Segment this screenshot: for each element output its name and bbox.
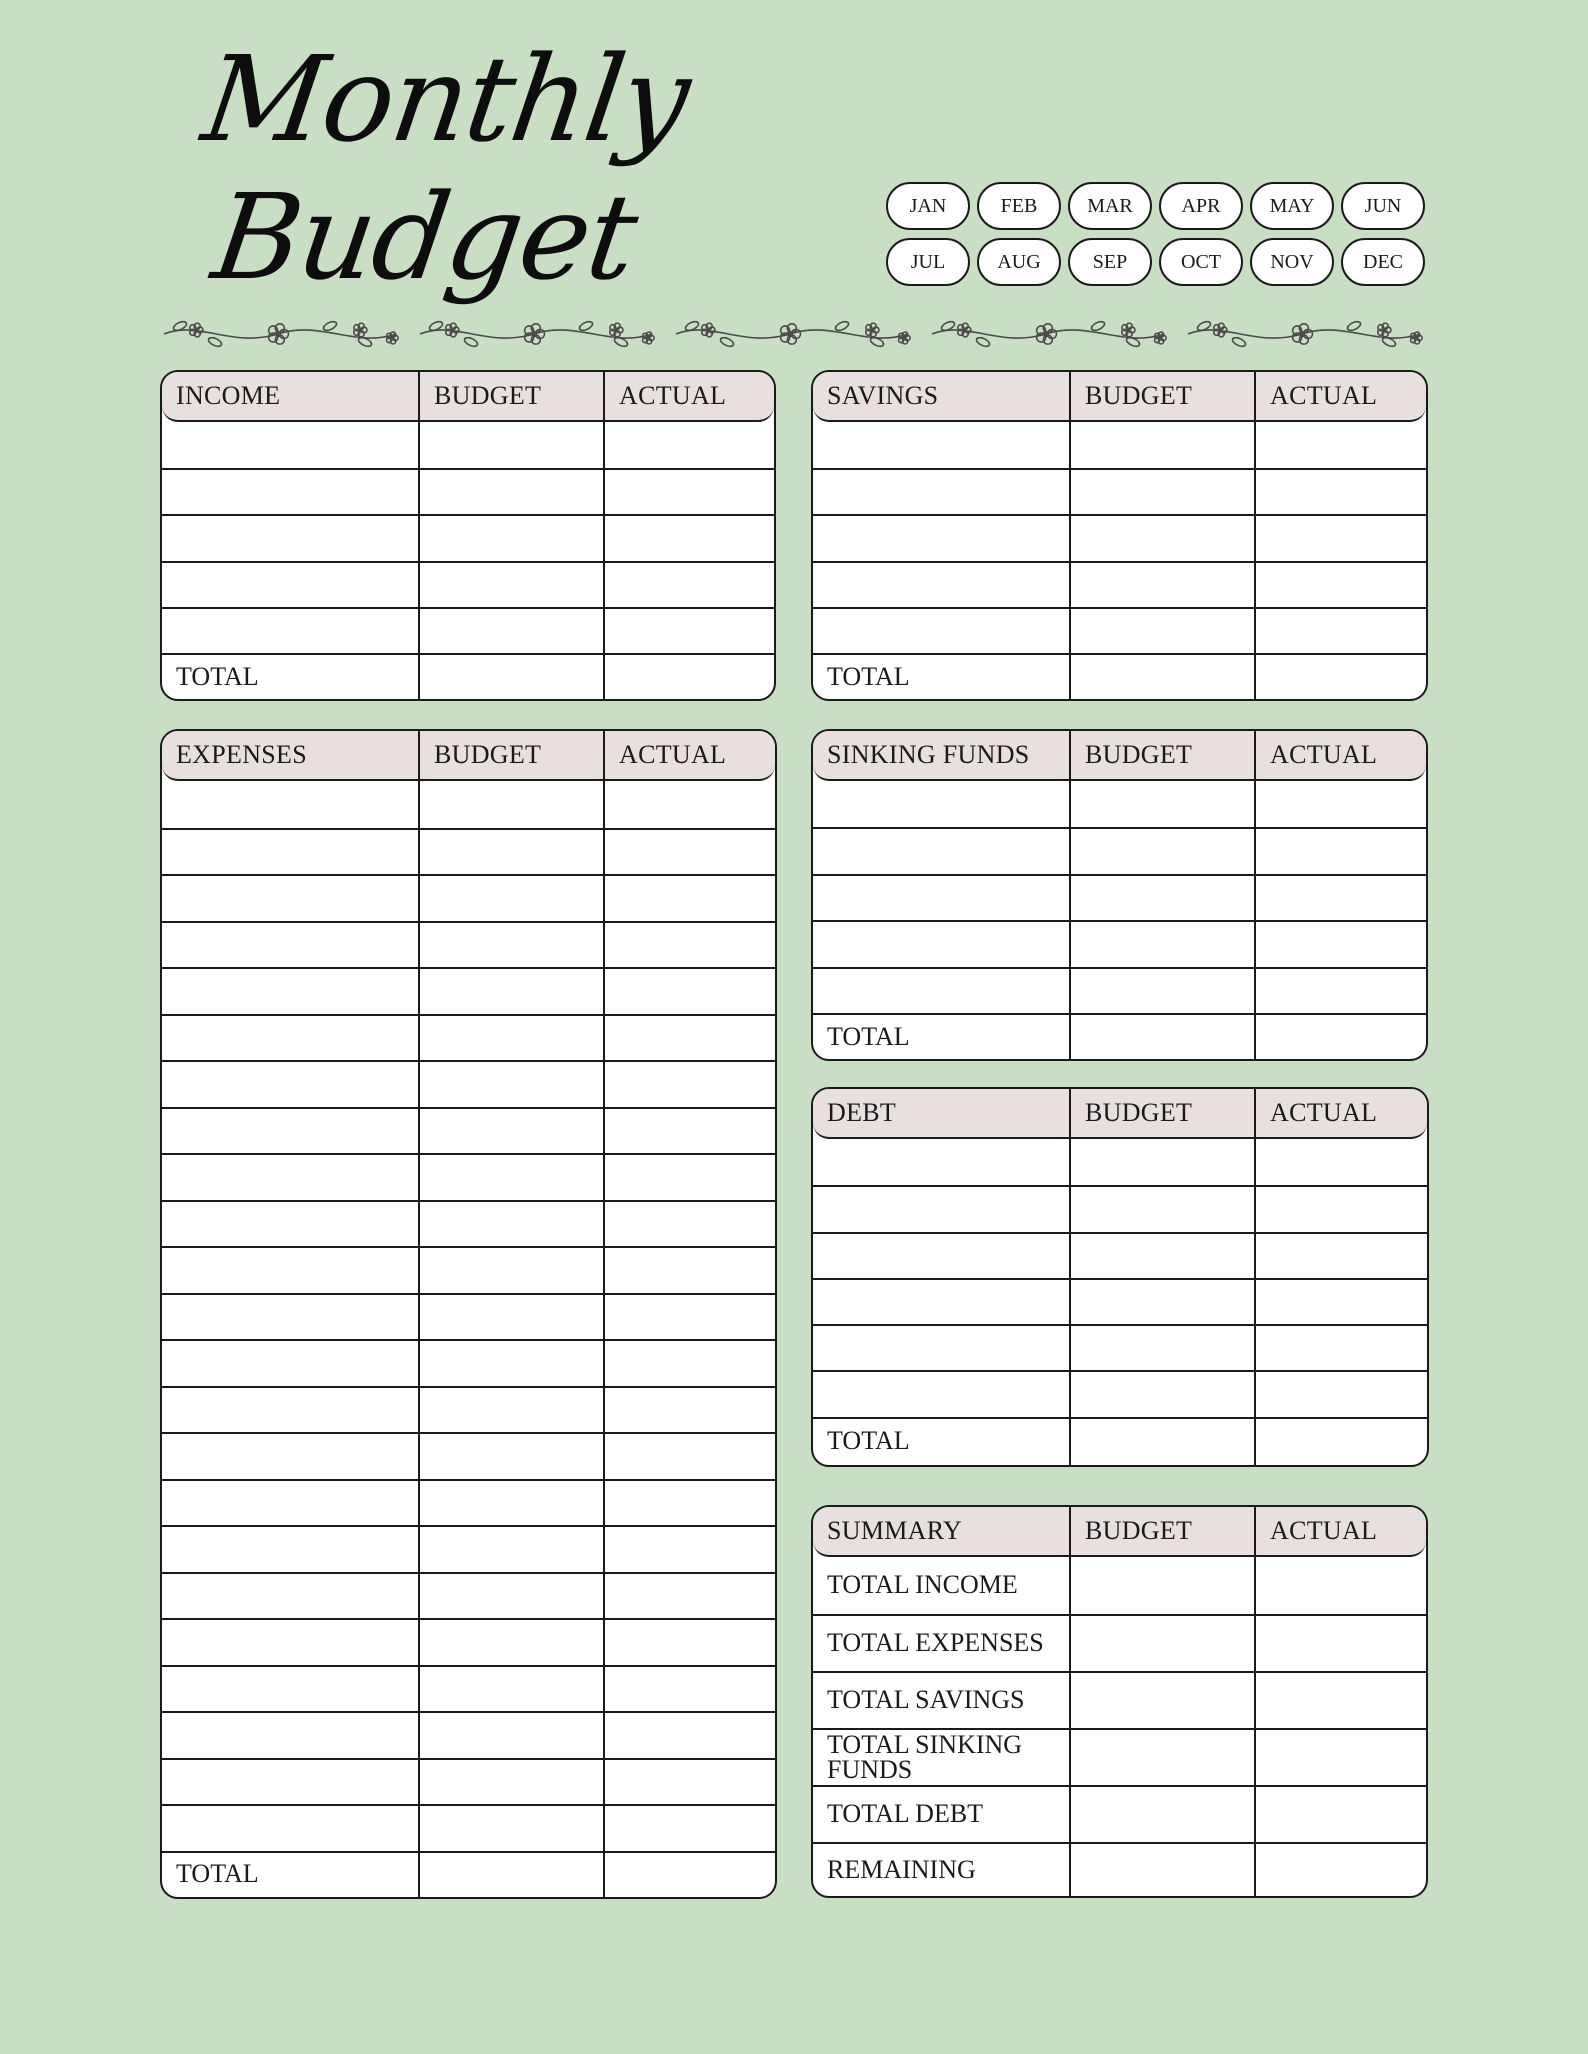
actual-column-header: ACTUAL	[1254, 372, 1426, 420]
summary-row-label: TOTAL EXPENSES	[827, 1628, 1044, 1658]
budget-cell[interactable]	[1069, 781, 1254, 827]
income-table	[160, 370, 776, 701]
expenses-body	[162, 781, 775, 1897]
summary-row-label: TOTAL SINKING FUNDS	[827, 1729, 1023, 1784]
summary-row	[813, 1614, 1426, 1671]
expenses-table	[160, 729, 777, 1899]
savings-title: SAVINGS	[827, 381, 939, 410]
budget-column-header: BUDGET	[1069, 731, 1254, 779]
total-label: TOTAL	[827, 1021, 910, 1051]
income-row	[162, 514, 774, 560]
month-pill-may[interactable]: MAY	[1250, 182, 1334, 230]
summary-row	[813, 1557, 1426, 1614]
budget-cell[interactable]	[1069, 422, 1254, 468]
budget-cell[interactable]	[418, 1388, 603, 1433]
item-cell[interactable]	[162, 876, 418, 921]
month-selector	[886, 182, 1428, 286]
item-cell[interactable]	[162, 470, 418, 514]
actual-cell[interactable]	[1254, 1673, 1426, 1728]
expenses-row	[162, 1014, 775, 1061]
debt-row	[813, 1278, 1427, 1324]
item-cell[interactable]	[162, 1481, 418, 1526]
item-cell[interactable]	[162, 609, 418, 653]
actual-cell[interactable]	[603, 563, 774, 607]
actual-column-header: ACTUAL	[603, 731, 775, 779]
actual-cell[interactable]	[603, 969, 775, 1014]
item-cell[interactable]	[162, 1806, 418, 1851]
summary-body	[813, 1557, 1426, 1896]
budget-cell[interactable]	[418, 1481, 603, 1526]
actual-cell[interactable]	[603, 422, 774, 468]
summary-row	[813, 1785, 1426, 1842]
expenses-row	[162, 1479, 775, 1526]
actual-column-header: ACTUAL	[1254, 1507, 1426, 1555]
budget-cell[interactable]	[1069, 1187, 1254, 1231]
item-cell[interactable]	[162, 1388, 418, 1433]
summary-row	[813, 1842, 1426, 1896]
budget-column-header: BUDGET	[418, 731, 603, 779]
budget-cell[interactable]	[418, 1667, 603, 1712]
item-cell[interactable]	[162, 1574, 418, 1619]
expenses-row	[162, 1246, 775, 1293]
item-cell[interactable]	[162, 830, 418, 875]
budget-cell[interactable]	[418, 1295, 603, 1340]
actual-cell[interactable]	[603, 1713, 775, 1758]
actual-cell[interactable]	[603, 1016, 775, 1061]
budget-cell[interactable]	[418, 876, 603, 921]
actual-cell[interactable]	[603, 1806, 775, 1851]
vine-ornament	[676, 320, 910, 348]
expenses-row	[162, 967, 775, 1014]
budget-cell[interactable]	[1069, 1326, 1254, 1370]
budget-cell[interactable]	[418, 470, 603, 514]
item-cell[interactable]	[813, 969, 1069, 1013]
item-cell[interactable]	[162, 969, 418, 1014]
summary-row-label: TOTAL SAVINGS	[827, 1685, 1025, 1715]
total-label: TOTAL	[827, 1426, 910, 1456]
expenses-row	[162, 1060, 775, 1107]
budget-cell[interactable]	[418, 1434, 603, 1479]
debt-title: DEBT	[827, 1098, 897, 1127]
item-cell[interactable]	[813, 422, 1069, 468]
savings-header	[813, 372, 1426, 422]
actual-column-header: ACTUAL	[1254, 1089, 1427, 1137]
budget-total-cell[interactable]	[1069, 655, 1254, 699]
item-cell[interactable]	[162, 1713, 418, 1758]
summary-row	[813, 1671, 1426, 1728]
actual-cell[interactable]	[1254, 470, 1426, 514]
debt-total-row	[813, 1417, 1427, 1465]
expenses-row	[162, 1153, 775, 1200]
budget-cell[interactable]	[418, 563, 603, 607]
actual-cell[interactable]	[1254, 516, 1426, 560]
savings-row	[813, 468, 1426, 514]
expenses-row	[162, 921, 775, 968]
actual-cell[interactable]	[603, 1155, 775, 1200]
budget-column-header: BUDGET	[418, 372, 603, 420]
budget-cell[interactable]	[418, 1527, 603, 1572]
budget-cell[interactable]	[1069, 516, 1254, 560]
expenses-total-row	[162, 1851, 775, 1897]
month-pill-jan[interactable]: JAN	[886, 182, 970, 230]
actual-cell[interactable]	[603, 923, 775, 968]
actual-cell[interactable]	[603, 1341, 775, 1386]
budget-cell[interactable]	[418, 1109, 603, 1154]
budget-cell[interactable]	[418, 422, 603, 468]
actual-cell[interactable]	[603, 1527, 775, 1572]
item-cell[interactable]	[162, 1341, 418, 1386]
actual-cell[interactable]	[1254, 563, 1426, 607]
total-label: TOTAL	[827, 661, 910, 691]
item-cell[interactable]	[813, 1326, 1069, 1370]
savings-row	[813, 422, 1426, 468]
income-row	[162, 607, 774, 653]
total-label: TOTAL	[176, 1859, 259, 1889]
sinking-funds-header	[813, 731, 1426, 781]
budget-cell[interactable]	[418, 1806, 603, 1851]
actual-total-cell[interactable]	[603, 655, 774, 699]
debt-body	[813, 1139, 1427, 1465]
item-cell[interactable]	[813, 1139, 1069, 1185]
total-label: TOTAL	[176, 661, 259, 691]
item-cell[interactable]	[162, 563, 418, 607]
item-cell[interactable]	[162, 1527, 418, 1572]
budget-cell[interactable]	[1069, 922, 1254, 966]
month-pill-nov[interactable]: NOV	[1250, 238, 1334, 286]
actual-cell[interactable]	[1254, 781, 1426, 827]
income-title: INCOME	[176, 381, 281, 410]
actual-cell[interactable]	[603, 781, 775, 828]
expenses-row	[162, 1432, 775, 1479]
actual-cell[interactable]	[603, 1109, 775, 1154]
budget-cell[interactable]	[1069, 969, 1254, 1013]
item-cell[interactable]	[162, 422, 418, 468]
expenses-row	[162, 828, 775, 875]
item-cell[interactable]	[813, 563, 1069, 607]
item-cell[interactable]	[813, 781, 1069, 827]
expenses-row	[162, 1107, 775, 1154]
budget-cell[interactable]	[1069, 1730, 1254, 1785]
actual-cell[interactable]	[603, 1388, 775, 1433]
expenses-row	[162, 1804, 775, 1851]
actual-cell[interactable]	[603, 1481, 775, 1526]
debt-row	[813, 1232, 1427, 1278]
actual-cell[interactable]	[603, 1295, 775, 1340]
actual-cell[interactable]	[603, 1760, 775, 1805]
actual-cell[interactable]	[603, 470, 774, 514]
actual-cell[interactable]	[603, 1574, 775, 1619]
item-cell[interactable]	[162, 1248, 418, 1293]
actual-column-header: ACTUAL	[603, 372, 774, 420]
sinking-funds-table	[811, 729, 1428, 1061]
budget-cell[interactable]	[1069, 1673, 1254, 1728]
month-pill-oct[interactable]: OCT	[1159, 238, 1243, 286]
budget-cell[interactable]	[1069, 876, 1254, 920]
budget-cell[interactable]	[418, 516, 603, 560]
floral-divider	[160, 312, 1428, 356]
sinking-funds-row	[813, 827, 1426, 873]
budget-cell[interactable]	[1069, 1280, 1254, 1324]
item-cell[interactable]	[813, 1234, 1069, 1278]
item-cell[interactable]	[162, 1620, 418, 1665]
summary-table	[811, 1505, 1428, 1898]
actual-cell[interactable]	[1254, 1372, 1427, 1416]
item-cell[interactable]	[813, 470, 1069, 514]
budget-total-cell[interactable]	[1069, 1015, 1254, 1059]
budget-cell[interactable]	[1069, 563, 1254, 607]
actual-cell[interactable]	[1254, 1787, 1426, 1842]
debt-row	[813, 1324, 1427, 1370]
item-cell[interactable]	[162, 1434, 418, 1479]
debt-table	[811, 1087, 1429, 1467]
month-pill-jun[interactable]: JUN	[1341, 182, 1425, 230]
budget-cell[interactable]	[1069, 470, 1254, 514]
actual-cell[interactable]	[1254, 1139, 1427, 1185]
item-cell[interactable]	[162, 1295, 418, 1340]
actual-cell[interactable]	[1254, 1844, 1426, 1896]
savings-total-row	[813, 653, 1426, 699]
budget-cell[interactable]	[418, 923, 603, 968]
page-title-line-2: Budget	[205, 168, 644, 306]
item-cell[interactable]	[813, 609, 1069, 653]
summary-header	[813, 1507, 1426, 1557]
item-cell[interactable]	[813, 922, 1069, 966]
sinking-funds-body	[813, 781, 1426, 1059]
actual-cell[interactable]	[603, 1248, 775, 1293]
item-cell[interactable]	[162, 781, 418, 828]
actual-cell[interactable]	[1254, 969, 1426, 1013]
actual-cell[interactable]	[603, 876, 775, 921]
item-cell[interactable]	[162, 1760, 418, 1805]
page-title-line-1: Monthly	[195, 30, 697, 168]
actual-cell[interactable]	[1254, 1557, 1426, 1614]
income-row	[162, 468, 774, 514]
debt-header	[813, 1089, 1427, 1139]
expenses-row	[162, 781, 775, 828]
actual-cell[interactable]	[603, 830, 775, 875]
actual-cell[interactable]	[603, 1620, 775, 1665]
item-cell[interactable]	[813, 1187, 1069, 1231]
expenses-row	[162, 1572, 775, 1619]
budget-cell[interactable]	[1069, 1139, 1254, 1185]
budget-column-header: BUDGET	[1069, 1507, 1254, 1555]
vine-ornament	[164, 320, 398, 348]
debt-row	[813, 1139, 1427, 1185]
summary-row	[813, 1728, 1426, 1785]
actual-cell[interactable]	[1254, 1326, 1427, 1370]
item-cell[interactable]	[162, 1109, 418, 1154]
summary-row-label: TOTAL INCOME	[827, 1570, 1018, 1600]
budget-cell[interactable]	[418, 1155, 603, 1200]
budget-cell[interactable]	[1069, 1844, 1254, 1896]
budget-cell[interactable]	[418, 1713, 603, 1758]
month-pill-aug[interactable]: AUG	[977, 238, 1061, 286]
expenses-row	[162, 1525, 775, 1572]
sinking-funds-row	[813, 967, 1426, 1013]
actual-cell[interactable]	[1254, 829, 1426, 873]
item-cell[interactable]	[813, 516, 1069, 560]
expenses-row	[162, 1339, 775, 1386]
actual-cell[interactable]	[1254, 1730, 1426, 1785]
income-header	[162, 372, 774, 422]
summary-row-label: REMAINING	[827, 1854, 976, 1884]
month-pill-jul[interactable]: JUL	[886, 238, 970, 286]
budget-cell[interactable]	[418, 781, 603, 828]
debt-row	[813, 1185, 1427, 1231]
actual-cell[interactable]	[1254, 1234, 1427, 1278]
summary-row-label: TOTAL DEBT	[827, 1799, 984, 1829]
expenses-header	[162, 731, 775, 781]
budget-cell[interactable]	[1069, 1616, 1254, 1671]
actual-total-cell[interactable]	[603, 1853, 775, 1897]
expenses-row	[162, 1665, 775, 1712]
month-pill-sep[interactable]: SEP	[1068, 238, 1152, 286]
item-cell[interactable]	[162, 923, 418, 968]
vine-ornament	[420, 320, 654, 348]
sinking-funds-title: SINKING FUNDS	[827, 740, 1030, 769]
income-row	[162, 422, 774, 468]
item-cell[interactable]	[162, 516, 418, 560]
budget-cell[interactable]	[418, 1062, 603, 1107]
budget-cell[interactable]	[1069, 829, 1254, 873]
item-cell[interactable]	[162, 1016, 418, 1061]
vine-ornament	[932, 320, 1166, 348]
budget-cell[interactable]	[418, 1760, 603, 1805]
actual-cell[interactable]	[1254, 1280, 1427, 1324]
actual-cell[interactable]	[603, 609, 774, 653]
actual-cell[interactable]	[1254, 609, 1426, 653]
item-cell[interactable]	[813, 1280, 1069, 1324]
budget-cell[interactable]	[1069, 1234, 1254, 1278]
budget-total-cell[interactable]	[1069, 1419, 1254, 1465]
budget-column-header: BUDGET	[1069, 1089, 1254, 1137]
expenses-row	[162, 1758, 775, 1805]
item-cell[interactable]	[162, 1062, 418, 1107]
month-pill-dec[interactable]: DEC	[1341, 238, 1425, 286]
budget-cell[interactable]	[1069, 609, 1254, 653]
summary-title: SUMMARY	[827, 1516, 963, 1545]
savings-row	[813, 561, 1426, 607]
budget-total-cell[interactable]	[418, 1853, 603, 1897]
expenses-row	[162, 874, 775, 921]
item-cell[interactable]	[813, 1372, 1069, 1416]
sinking-funds-row	[813, 920, 1426, 966]
actual-cell[interactable]	[1254, 1616, 1426, 1671]
actual-total-cell[interactable]	[1254, 1015, 1426, 1059]
savings-body	[813, 422, 1426, 699]
item-cell[interactable]	[162, 1667, 418, 1712]
expenses-title: EXPENSES	[176, 740, 307, 769]
savings-row	[813, 607, 1426, 653]
actual-cell[interactable]	[603, 1434, 775, 1479]
actual-total-cell[interactable]	[1254, 655, 1426, 699]
budget-cell[interactable]	[418, 1341, 603, 1386]
month-pill-feb[interactable]: FEB	[977, 182, 1061, 230]
savings-row	[813, 514, 1426, 560]
budget-cell[interactable]	[418, 1620, 603, 1665]
item-cell[interactable]	[813, 876, 1069, 920]
sinking-funds-total-row	[813, 1013, 1426, 1059]
income-row	[162, 561, 774, 607]
budget-cell[interactable]	[418, 1016, 603, 1061]
month-pill-mar[interactable]: MAR	[1068, 182, 1152, 230]
budget-cell[interactable]	[418, 609, 603, 653]
savings-table	[811, 370, 1428, 701]
budget-cell[interactable]	[1069, 1372, 1254, 1416]
expenses-row	[162, 1293, 775, 1340]
item-cell[interactable]	[162, 1155, 418, 1200]
item-cell[interactable]	[162, 1202, 418, 1247]
item-cell[interactable]	[813, 829, 1069, 873]
debt-row	[813, 1370, 1427, 1416]
budget-cell[interactable]	[418, 1248, 603, 1293]
actual-cell[interactable]	[603, 516, 774, 560]
budget-cell[interactable]	[1069, 1557, 1254, 1614]
budget-cell[interactable]	[418, 969, 603, 1014]
income-body	[162, 422, 774, 699]
budget-cell[interactable]	[1069, 1787, 1254, 1842]
budget-cell[interactable]	[418, 1202, 603, 1247]
expenses-row	[162, 1711, 775, 1758]
actual-cell[interactable]	[1254, 422, 1426, 468]
actual-cell[interactable]	[1254, 876, 1426, 920]
expenses-row	[162, 1386, 775, 1433]
actual-total-cell[interactable]	[1254, 1419, 1427, 1465]
expenses-row	[162, 1618, 775, 1665]
month-pill-apr[interactable]: APR	[1159, 182, 1243, 230]
actual-cell[interactable]	[1254, 922, 1426, 966]
actual-cell[interactable]	[603, 1062, 775, 1107]
actual-cell[interactable]	[603, 1202, 775, 1247]
actual-cell[interactable]	[603, 1667, 775, 1712]
sinking-funds-row	[813, 874, 1426, 920]
vine-ornament	[1188, 320, 1422, 348]
budget-total-cell[interactable]	[418, 655, 603, 699]
expenses-row	[162, 1200, 775, 1247]
budget-cell[interactable]	[418, 830, 603, 875]
income-total-row	[162, 653, 774, 699]
actual-column-header: ACTUAL	[1254, 731, 1426, 779]
budget-cell[interactable]	[418, 1574, 603, 1619]
budget-column-header: BUDGET	[1069, 372, 1254, 420]
sinking-funds-row	[813, 781, 1426, 827]
actual-cell[interactable]	[1254, 1187, 1427, 1231]
